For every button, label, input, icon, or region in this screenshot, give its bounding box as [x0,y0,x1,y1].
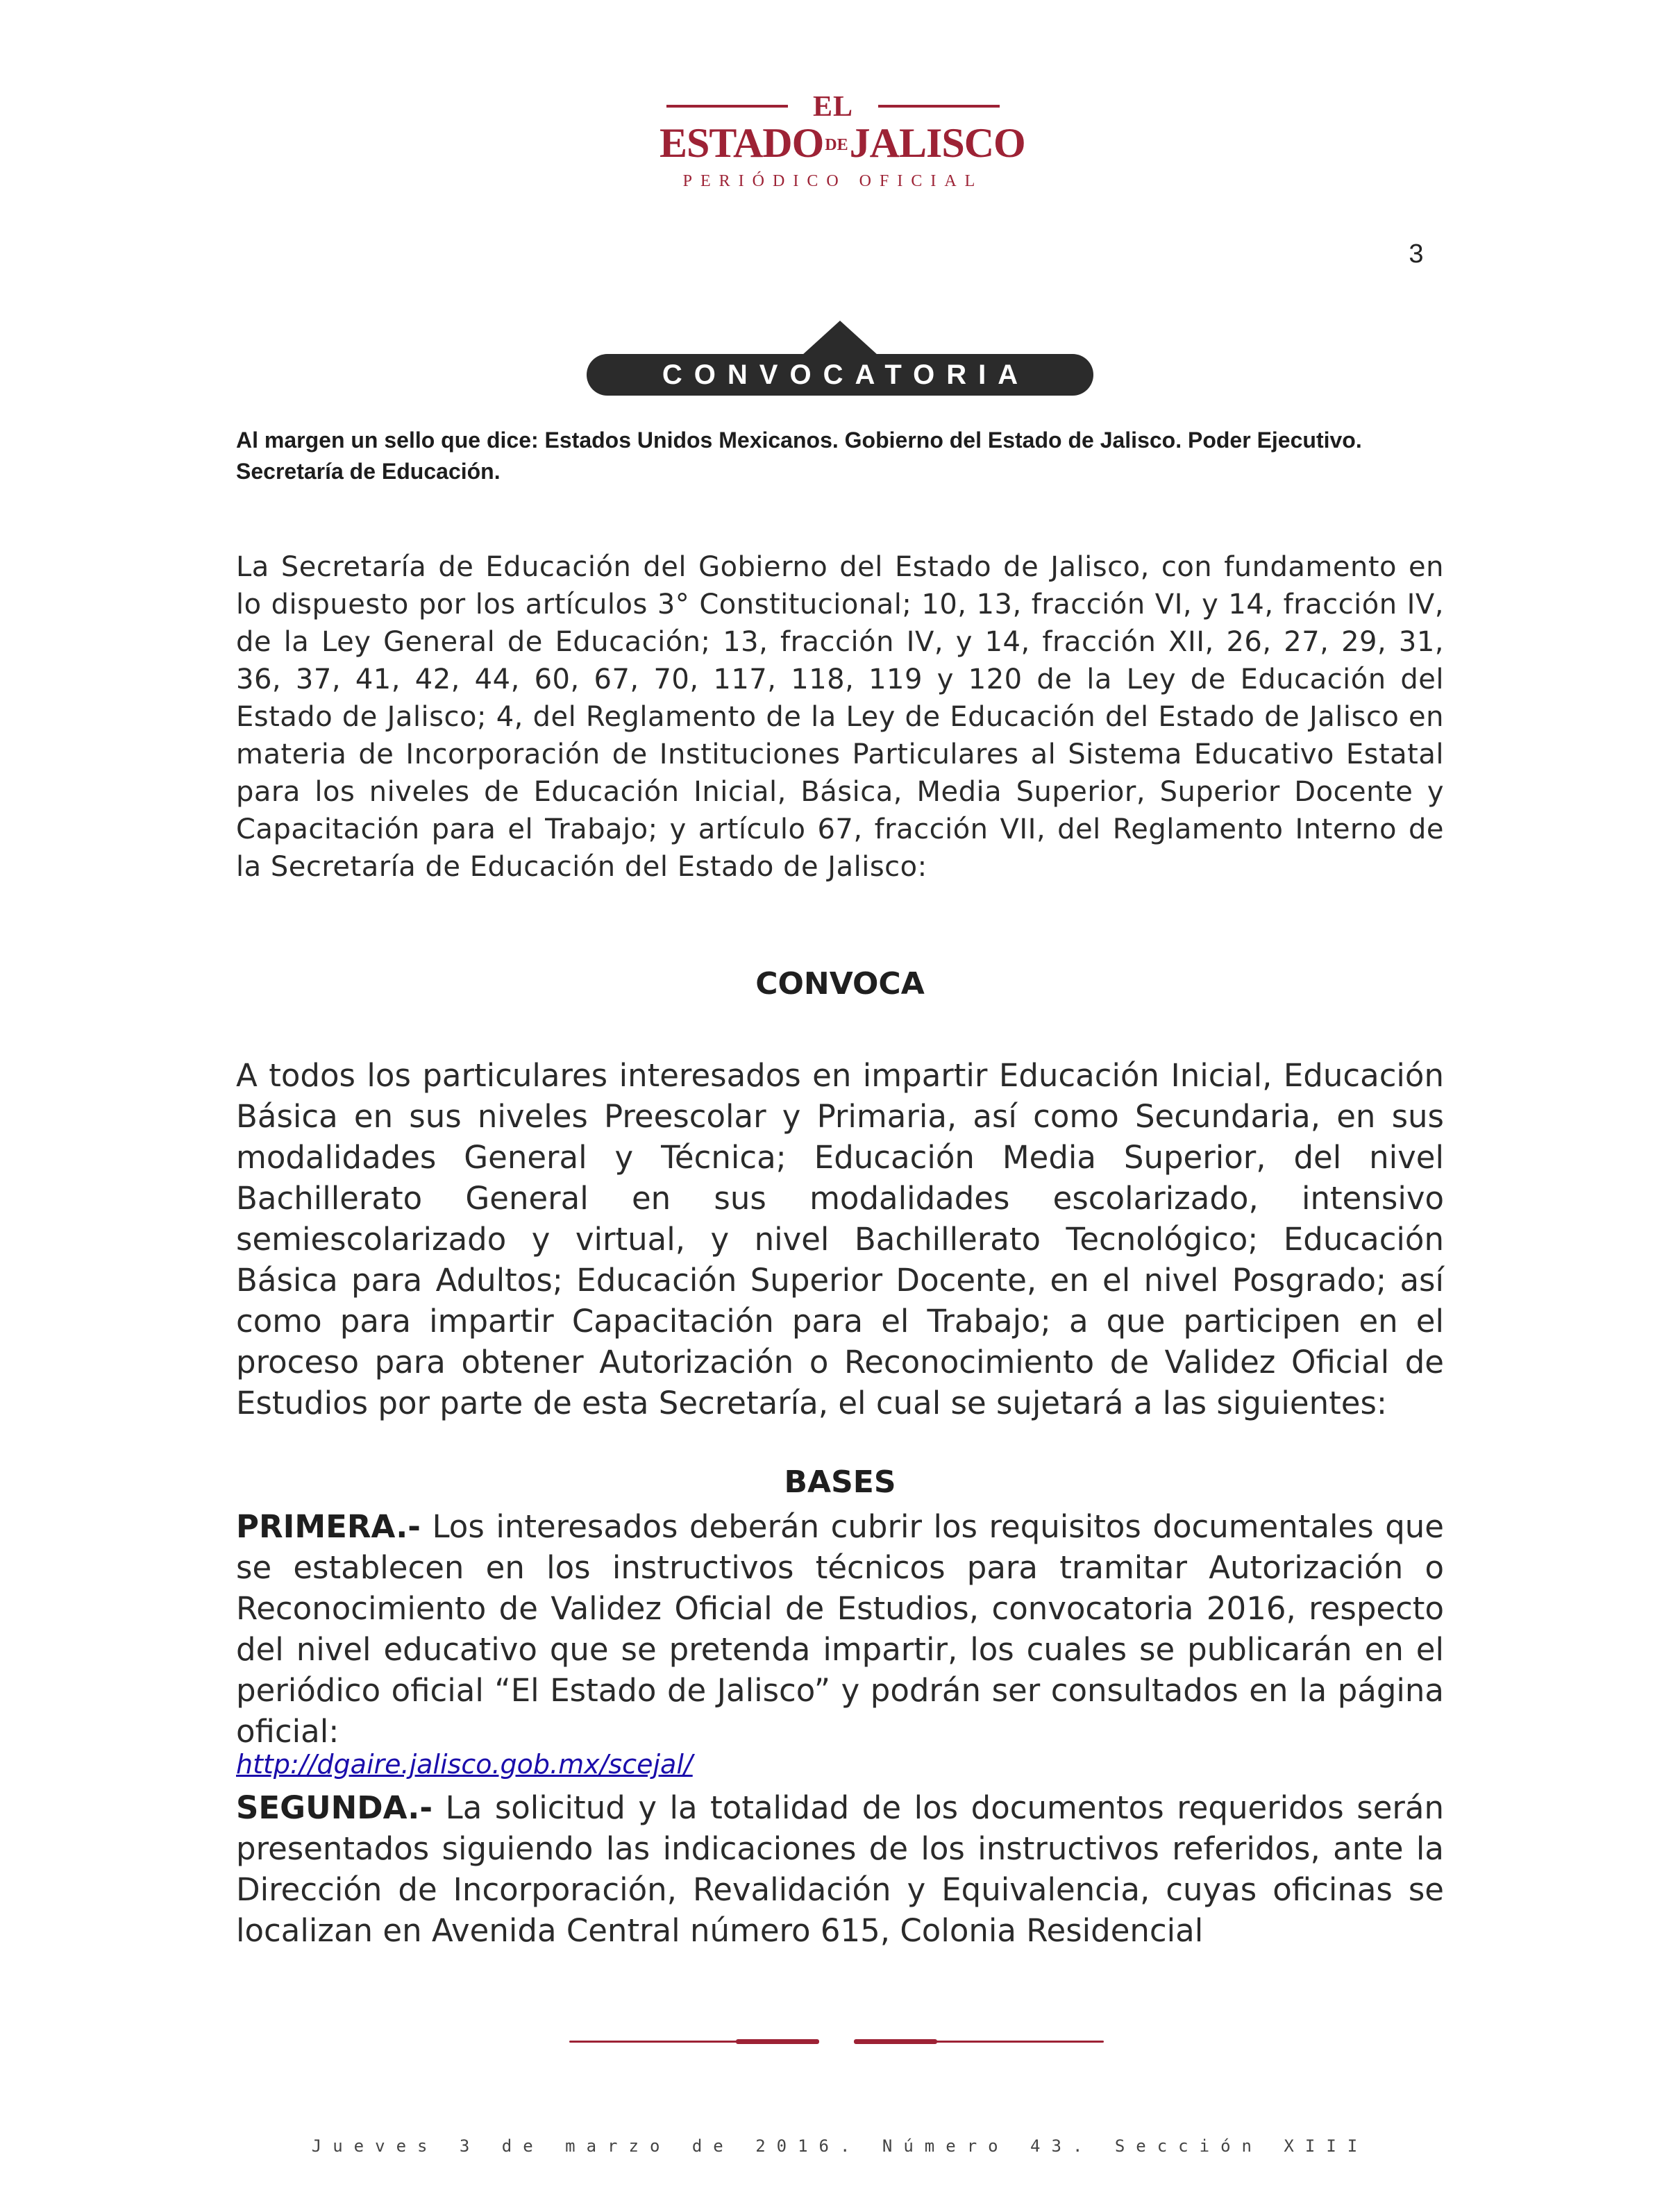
primera-text: Los interesados deberán cubrir los requisitos documentales que se establecen en los instructivos técnicos para tramitar Autorización o Reconocimiento de Validez Oficial de Estudios, convocatoria 2016, respecto del nivel educativo que se pretenda impartir, los cuales se publicarán en el periódico oficial “El Estado de Jalisco” y podrán ser consultados en la página oficial: [236,1508,1444,1750]
convoca-heading: CONVOCA [755,966,925,1002]
primera-lead: PRIMERA.- [236,1508,421,1545]
masthead-subtitle: PERIÓDICO OFICIAL [682,172,984,190]
segunda-paragraph [236,1787,1444,1951]
masthead-title [660,119,1025,167]
page-number: 3 [1409,239,1424,269]
segunda-lead: SEGUNDA.- [236,1789,433,1826]
segunda-text: La solicitud y la totalidad de los documentos requeridos serán presentados siguiendo las indicaciones de los instructivos referidos, ante la Dirección de Incorporación, Revalidación y Equivalencia, cuyas oficinas se localizan en Avenida Central número 615, Colonia Residencial [236,1789,1444,1949]
invite-paragraph: A todos los particulares interesados en impartir Educación Inicial, Educación Básica en sus niveles Preescolar y Primaria, así como Secundaria, en sus modalidades General y Técnica; Educación Media Superior, del nivel Bachillerato General en sus modalidades escolarizado, intensivo semiescolarizado y virtual, y nivel Bachillerato Tecnológico; Educación Básica para Adultos; Educación Superior Docente, en el nivel Posgrado; así como para impartir Capacitación para el Trabajo; a que participen en el proceso para obtener Autorización o Reconocimiento de Validez Oficial de Estudios por parte de esta Secretaría, el cual se sujetará a las siguientes: [236,1057,1444,1421]
banner-title: CONVOCATORIA [662,360,1030,390]
masthead-logo [660,89,1025,200]
margin-note: Al margen un sello que dice: Estados Unidos Mexicanos. Gobierno del Estado de Jalisco. Poder Ejecutivo. Secretaría de Educación. [236,428,1362,484]
footer-rule-right-accent [854,2039,937,2044]
bases-heading: BASES [784,1464,896,1500]
intro-paragraph: La Secretaría de Educación del Gobierno del Estado de Jalisco, con fundamento en lo dispuesto por los artículos 3° Constitucional; 10, 13, fracción VI, y 14, fracción IV, de la Ley General de Educación; 13, fracción IV, y 14, fracción XII, 26, 27, 29, 31, 36, 37, 41, 42, 44, 60, 67, 70, 117, 118, 119 y 120 de la Ley de Educación del Estado de Jalisco; 4, del Reglamento de la Ley de Educación del Estado de Jalisco en materia de Incorporación de Instituciones Particulares al Sistema Educativo Estatal para los niveles de Educación Inicial, Básica, Media Superior, Superior Docente y Capacitación para el Trabajo; y artículo 67, fracción VII, del Reglamento Interno de la Secretaría de Educación del Estado de Jalisco: [236,551,1444,883]
official-link[interactable]: http://dgaire.jalisco.gob.mx/scejal/ [236,1749,693,1780]
convocatoria-banner [587,321,1093,404]
masthead-de: DE [825,136,848,154]
masthead-jalisco: JALISCO [849,120,1025,166]
masthead-el: EL [812,91,854,123]
primera-paragraph [236,1506,1444,1752]
footer-date-line: Jueves 3 de marzo de 2016. Número 43. Sección XIII [311,2136,1369,2156]
masthead-estado: ESTADO [660,120,824,166]
footer-rule-left-accent [736,2039,819,2044]
